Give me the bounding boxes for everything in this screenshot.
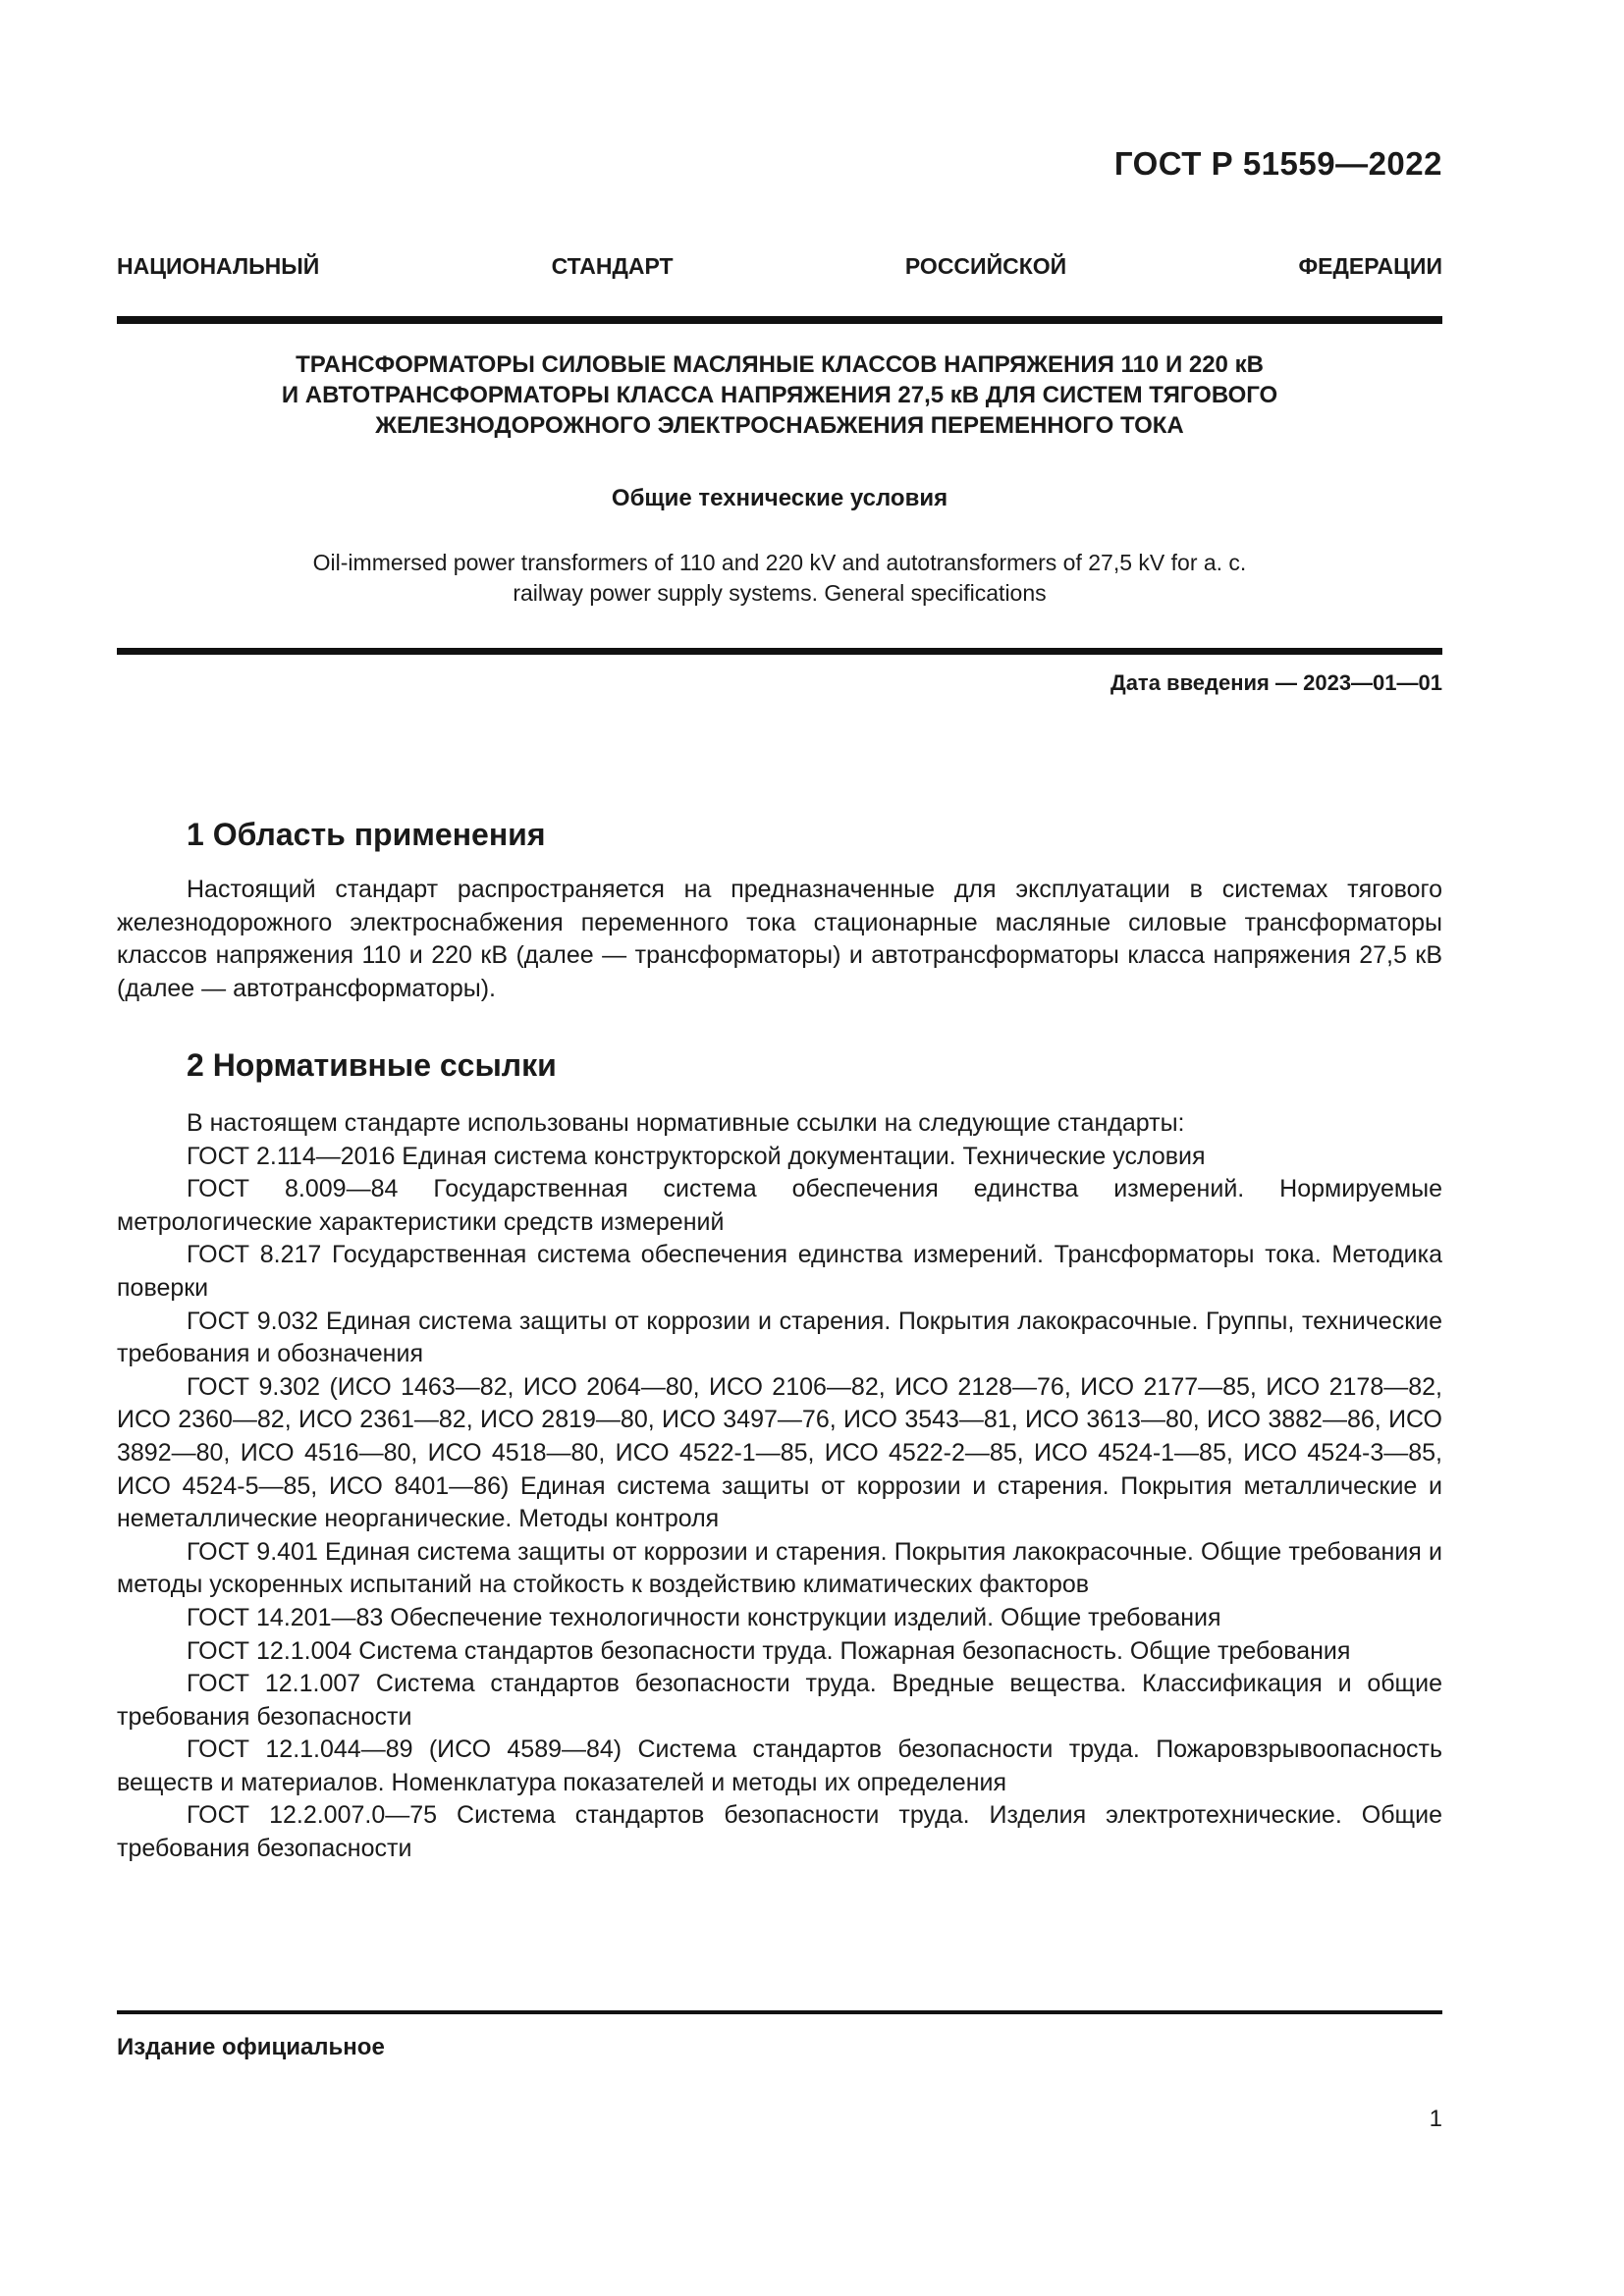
top-divider <box>117 316 1442 324</box>
document-title <box>117 349 1442 441</box>
reference-item: ГОСТ 9.401 Единая система защиты от коррозии и старения. Покрытия лакокрасочные. Общие требования и методы ускоренных испытаний на стойкость к воздействию климатических факторов <box>117 1537 1442 1599</box>
reference-item: ГОСТ 8.009—84 Государственная система обеспечения единства измерений. Нормируемые метрологические характеристики средств измерений <box>117 1175 1442 1236</box>
footer-divider <box>117 2010 1442 2014</box>
reference-item: ГОСТ 12.1.044—89 (ИСО 4589—84) Система стандартов безопасности труда. Пожаровзрывоопасность веществ и материалов. Номенклатура показателей и методы их определения <box>117 1735 1442 1796</box>
title-line: ЖЕЛЕЗНОДОРОЖНОГО ЭЛЕКТРОСНАБЖЕНИЯ ПЕРЕМЕННОГО ТОКА <box>375 412 1184 439</box>
title-line: И АВТОТРАНСФОРМАТОРЫ КЛАССА НАПРЯЖЕНИЯ 27,5 кВ ДЛЯ СИСТЕМ ТЯГОВОГО <box>281 382 1278 408</box>
english-title <box>117 548 1442 609</box>
english-title-line: Oil-immersed power transformers of 110 and 220 kV and autotransformers of 27,5 kV for a. c. <box>312 550 1247 575</box>
title-line: ТРАНСФОРМАТОРЫ СИЛОВЫЕ МАСЛЯНЫЕ КЛАССОВ НАПРЯЖЕНИЯ 110 И 220 кВ <box>296 351 1264 378</box>
section-heading-references: 2 Нормативные ссылки <box>187 1047 557 1083</box>
reference-item: ГОСТ 2.114—2016 Единая система конструкторской документации. Технические условия <box>187 1142 1206 1170</box>
section-heading-scope: 1 Область применения <box>187 817 546 852</box>
english-title-line: railway power supply systems. General specifications <box>513 580 1047 606</box>
document-subtitle: Общие технические условия <box>611 485 948 511</box>
reference-item: ГОСТ 12.1.004 Система стандартов безопасности труда. Пожарная безопасность. Общие требования <box>187 1636 1351 1665</box>
scope-body <box>117 874 1442 1005</box>
paragraph: Настоящий стандарт распространяется на предназначенные для эксплуатации в системах тягового железнодорожного электроснабжения переменного тока стационарные масляные силовые трансформаторы классов напряжения 110 и 220 кВ (далее — трансформаторы) и автотрансформаторы класса напряжения 27,5 кВ (далее — автотрансформаторы). <box>117 876 1442 1002</box>
page-number: 1 <box>1429 2106 1442 2132</box>
title-divider <box>117 648 1442 655</box>
national-standard-banner: НАЦИОНАЛЬНЫЙ СТАНДАРТ РОССИЙСКОЙ ФЕДЕРАЦИИ <box>117 253 1442 279</box>
official-edition-label: Издание официальное <box>117 2034 385 2060</box>
reference-item: ГОСТ 12.2.007.0—75 Система стандартов безопасности труда. Изделия электротехнические. Общие требования безопасности <box>117 1801 1442 1863</box>
introduction-date: Дата введения — 2023—01—01 <box>1110 670 1442 695</box>
reference-item: ГОСТ 12.1.007 Система стандартов безопасности труда. Вредные вещества. Классификация и общие требования безопасности <box>117 1670 1442 1731</box>
reference-item: ГОСТ 9.302 (ИСО 1463—82, ИСО 2064—80, ИСО 2106—82, ИСО 2128—76, ИСО 2177—85, ИСО 2178—82, ИСО 2360—82, ИСО 2361—82, ИСО 2819—80, ИСО 3497—76, ИСО 3543—81, ИСО 3613—80, ИСО 3882—86, ИСО 3892—80, ИСО 4516—80, ИСО 4518—80, ИСО 4522-1—85, ИСО 4522-2—85, ИСО 4524-1—85, ИСО 4524-3—85, ИСО 4524-5—85, ИСО 8401—86) Единая система защиты от коррозии и старения. Покрытия металлические и неметаллические неорганические. Методы контроля <box>117 1372 1442 1533</box>
standard-code: ГОСТ Р 51559—2022 <box>1113 145 1442 182</box>
reference-item: ГОСТ 8.217 Государственная система обеспечения единства измерений. Трансформаторы тока. Методика поверки <box>117 1241 1442 1302</box>
reference-item: ГОСТ 9.032 Единая система защиты от коррозии и старения. Покрытия лакокрасочные. Группы, технические требования и обозначения <box>117 1307 1442 1368</box>
paragraph: В настоящем стандарте использованы нормативные ссылки на следующие стандарты: <box>187 1109 1185 1137</box>
references-body <box>117 1107 1442 1866</box>
reference-item: ГОСТ 14.201—83 Обеспечение технологичности конструкции изделий. Общие требования <box>187 1603 1221 1631</box>
